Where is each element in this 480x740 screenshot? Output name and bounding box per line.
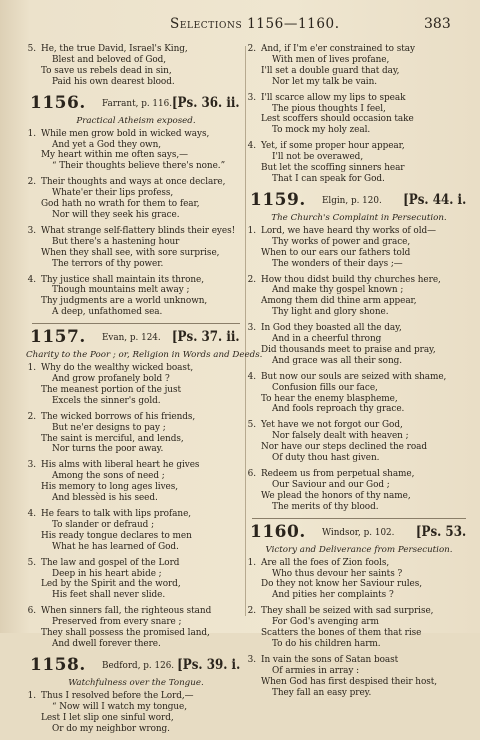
verse-line: When God has first despised their host, xyxy=(261,676,438,687)
verse-line: Or do my neighbor wrong. xyxy=(52,723,170,734)
verse-line: And, if I'm e'er constrained to stay xyxy=(261,44,415,54)
verse-line: Thus I resolved before the Lord,— xyxy=(41,690,194,701)
verse-line: Confusion fills our face, xyxy=(272,382,378,393)
verse-number: 3. xyxy=(247,92,256,103)
verse xyxy=(26,558,246,602)
verse-number: 1. xyxy=(247,557,256,568)
verse-line: Thy works of power and grace, xyxy=(272,236,411,247)
verse-line: Scatters the bones of them that rise xyxy=(261,628,422,639)
verse-line: Nor will they seek his grace. xyxy=(52,209,180,220)
verse-line: Of duty thou hast given. xyxy=(272,453,380,464)
verse-line: What he has learned of God. xyxy=(52,541,179,552)
verse-line: We plead the honors of thy name, xyxy=(261,490,411,501)
hymn-1156 xyxy=(26,93,246,319)
hymn-number: 1157. xyxy=(30,327,86,348)
hymn-separator xyxy=(252,518,466,519)
verse-line: A deep, unfathomed sea. xyxy=(52,307,163,318)
verse-line: To mock my holy zeal. xyxy=(272,125,371,136)
verse xyxy=(246,372,472,416)
verse-number: 4. xyxy=(27,509,36,519)
verse-line: Lest I let slip one sinful word, xyxy=(41,712,174,723)
verse-line: Excels the sinner's gold. xyxy=(52,395,161,406)
verse-number: 3. xyxy=(247,654,256,665)
verse-line: And grow profanely bold ? xyxy=(52,374,170,385)
page-number: 383 xyxy=(424,16,451,32)
verse-line: When to our ears our fathers told xyxy=(261,247,411,258)
verse-line: He, the true David, Israel's King, xyxy=(41,44,188,54)
verse xyxy=(26,129,246,173)
verse-line: I'll scarce allow my lips to speak xyxy=(261,92,406,103)
verse xyxy=(26,606,246,650)
verse xyxy=(26,226,246,270)
verse xyxy=(26,460,246,504)
verse-line: Thy light and glory shone. xyxy=(272,307,389,318)
verse-line: They shall possess the promised land, xyxy=(41,628,210,639)
verse-line: And in a cheerful throng xyxy=(272,334,382,345)
verse-line: Among the sons of need ; xyxy=(52,471,165,482)
hymn-1160 xyxy=(246,522,472,699)
verse-line: They fall an easy prey. xyxy=(272,687,372,698)
verse-line: The pious thoughts I feel, xyxy=(272,103,386,114)
verse-line: And grace was all their song. xyxy=(272,355,403,366)
tune-reference: Bedford, p. 126. xyxy=(102,660,175,671)
verse-line: They shall be seized with sad surprise, xyxy=(261,606,434,617)
verse xyxy=(246,606,472,650)
hymn-heading xyxy=(246,522,472,544)
verse-line: Blest and beloved of God, xyxy=(52,54,167,65)
verse-line: And blessèd is his seed. xyxy=(52,493,158,504)
verse-number: 3. xyxy=(27,225,36,236)
verse-line: With men of lives profane, xyxy=(272,54,390,65)
verse-line: Nor turns the poor away. xyxy=(52,444,164,455)
hymn-separator xyxy=(32,323,240,324)
verse-line: Whate'er their lips profess, xyxy=(52,188,174,199)
verse-line: Yet, if some proper hour appear, xyxy=(261,141,405,152)
hymn-subtitle: Victory and Deliverance from Persecution. xyxy=(265,544,453,555)
hymn-heading xyxy=(26,655,246,677)
verse xyxy=(246,93,472,137)
verse-line: His ready tongue declares to men xyxy=(41,530,192,541)
verse xyxy=(26,412,246,456)
verse-line: But now our souls are seized with shame, xyxy=(261,371,447,382)
verse xyxy=(26,363,246,407)
verse-line: The terrors of thy power. xyxy=(52,258,164,269)
verse-number: 4. xyxy=(27,274,36,285)
verse-line: Lord, we have heard thy works of old— xyxy=(261,225,436,236)
tune-reference: Elgin, p. 120. xyxy=(322,195,382,206)
verse-line: Lest scoffers should occasion take xyxy=(261,114,414,125)
hymn-number: 1160. xyxy=(250,521,306,542)
verse-number: 6. xyxy=(247,469,256,479)
verse-line: His alms with liberal heart he gives xyxy=(41,460,200,471)
verse-line: And pities her complaints ? xyxy=(272,590,394,601)
verse xyxy=(246,275,472,319)
verse-line: What strange self-flattery blinds their eyes! xyxy=(41,225,236,236)
verse-number: 1. xyxy=(27,363,36,374)
right-column xyxy=(246,44,472,704)
verse xyxy=(246,226,472,270)
verse-line: While men grow bold in wicked ways, xyxy=(41,128,210,139)
verse-line: To save us rebels dead in sin, xyxy=(41,65,172,76)
verse-line: Who thus devour her saints ? xyxy=(272,568,403,579)
verse-number: 2. xyxy=(247,274,256,285)
verse-number: 2. xyxy=(27,177,36,188)
verse-line: In vain the sons of Satan boast xyxy=(261,654,399,665)
hymn-number: 1158. xyxy=(30,654,86,675)
verse-line: That I can speak for God. xyxy=(272,173,385,184)
header-title: Selections 1156—1160. xyxy=(170,16,340,32)
verse-line: To hear the enemy blaspheme, xyxy=(261,393,398,404)
verse xyxy=(26,691,246,735)
verse xyxy=(246,420,472,464)
hymn-1158-continued xyxy=(246,44,472,185)
verse-number: 4. xyxy=(247,371,256,382)
verse-line: He fears to talk with lips profane, xyxy=(41,509,192,519)
verse-number: 3. xyxy=(27,460,36,471)
verse-line: But ne'er designs to pay ; xyxy=(52,422,166,433)
verse xyxy=(246,44,472,88)
verse-number: 1. xyxy=(27,690,36,701)
verse-number: 1. xyxy=(27,128,36,139)
verse-line: Yet have we not forgot our God, xyxy=(261,420,403,431)
psalm-reference: [Ps. 53. xyxy=(415,523,466,540)
hymn-1159 xyxy=(246,190,472,513)
verse-line: And dwell forever there. xyxy=(52,638,161,649)
verse-line: For God's avenging arm xyxy=(272,617,379,628)
verse-line: But let the scoffing sinners hear xyxy=(261,163,405,174)
verse-line: Their thoughts and ways at once declare, xyxy=(41,177,226,188)
hymn-heading xyxy=(246,190,472,212)
verse-line: Redeem us from perpetual shame, xyxy=(261,469,415,479)
verse-line: The merits of thy blood. xyxy=(272,501,379,512)
verse-number: 3. xyxy=(247,323,256,334)
verse xyxy=(26,275,246,319)
verse-line: The saint is merciful, and lends, xyxy=(41,433,184,444)
verse-number: 2. xyxy=(247,606,256,617)
hymn-number: 1156. xyxy=(30,92,86,113)
tune-reference: Farrant, p. 116. xyxy=(102,98,173,109)
verse-number: 5. xyxy=(27,44,36,54)
verse-number: 5. xyxy=(247,420,256,431)
verse-line: Paid his own dearest blood. xyxy=(52,76,175,87)
verse-line: Thy judgments are a world unknown, xyxy=(41,296,208,307)
hymn-heading xyxy=(26,93,246,115)
verse-line: The wicked borrows of his friends, xyxy=(41,411,196,422)
hymn-1158 xyxy=(26,655,246,735)
verse-line: Among them did thine arm appear, xyxy=(261,296,417,307)
verse-line: The wonders of their days ;— xyxy=(272,258,403,269)
left-column xyxy=(26,44,263,740)
verse-line: Why do the wealthy wicked boast, xyxy=(41,363,194,374)
verse-line: Nor have our steps declined the road xyxy=(261,442,427,453)
verse xyxy=(246,655,472,699)
verse xyxy=(246,558,472,602)
verse-line: Nor falsely dealt with heaven ; xyxy=(272,431,409,442)
verse-number: 4. xyxy=(247,141,256,152)
hymn-heading xyxy=(26,327,246,349)
verse-line: To do his children harm. xyxy=(272,638,381,649)
hymn-1157 xyxy=(26,327,263,650)
verse-line: Did thousands meet to praise and pray, xyxy=(261,344,436,355)
verse-line: Preserved from every snare ; xyxy=(52,617,182,628)
verse-line: His feet shall never slide. xyxy=(52,590,166,601)
verse-line: “ Now will I watch my tongue, xyxy=(52,701,188,712)
verse-line: The law and gospel of the Lord xyxy=(41,557,180,568)
verse-line: Thy justice shall maintain its throne, xyxy=(41,274,205,285)
verse-line: My heart within me often says,— xyxy=(41,150,188,161)
verse-line: In God they boasted all the day, xyxy=(261,323,402,334)
tune-reference: Evan, p. 124. xyxy=(102,333,161,344)
verse-line: Are all the foes of Zion fools, xyxy=(261,557,390,568)
verse xyxy=(26,177,246,221)
verse-line: And fools reproach thy grace. xyxy=(272,404,405,415)
verse-line: The meanest portion of the just xyxy=(41,384,181,395)
verse-line: His memory to long ages lives, xyxy=(41,482,179,493)
verse-number: 5. xyxy=(27,557,36,568)
verse-number: 6. xyxy=(27,606,36,617)
verse-line: God hath no wrath for them to fear, xyxy=(41,199,200,210)
running-header xyxy=(0,12,480,34)
verse-line: Nor let my talk be vain. xyxy=(272,76,378,87)
psalm-reference: [Ps. 39. i. xyxy=(176,656,240,673)
verse-line: To slander or defraud ; xyxy=(52,519,155,530)
verse-line: Do they not know her Saviour rules, xyxy=(261,579,423,590)
hymn-subtitle: Practical Atheism exposed. xyxy=(76,115,196,126)
verse-line: Of armies in array : xyxy=(272,665,360,676)
verse-line: How thou didst build thy churches here, xyxy=(261,274,441,285)
hymn-number: 1159. xyxy=(250,189,306,210)
verse xyxy=(26,509,246,553)
verse xyxy=(246,141,472,185)
verse-number: 2. xyxy=(247,44,256,54)
verse-number: 1. xyxy=(247,225,256,236)
verse-line: Though mountains melt away ; xyxy=(52,285,190,296)
verse xyxy=(246,469,472,513)
tune-reference: Windsor, p. 102. xyxy=(322,527,395,538)
verse-line: And yet a God they own, xyxy=(52,139,162,150)
verse-line: When sinners fall, the righteous stand xyxy=(41,606,212,617)
verse-number: 2. xyxy=(27,411,36,422)
hymn-subtitle: The Church's Complaint in Persecution. xyxy=(271,212,447,223)
verse-line: I'll set a double guard that day, xyxy=(261,65,400,76)
verse-line: Deep in his heart abide ; xyxy=(52,568,162,579)
psalm-reference: [Ps. 44. i. xyxy=(402,191,466,208)
psalm-reference: [Ps. 36. ii. xyxy=(172,94,240,111)
verse-line: When they shall see, with sore surprise, xyxy=(41,247,220,258)
verse xyxy=(26,44,246,88)
verse-line: “ Their thoughts believe there's none.” xyxy=(52,161,226,172)
verse xyxy=(246,323,472,367)
hymn-subtitle: Watchfulness over the Tongue. xyxy=(68,677,204,688)
verse-line: And make thy gospel known ; xyxy=(272,285,404,296)
psalm-reference: [Ps. 37. ii. xyxy=(172,329,240,346)
verse-line: But there's a hastening hour xyxy=(52,236,180,247)
verse-line: I'll not be overawed, xyxy=(272,152,364,163)
verse-line: Our Saviour and our God ; xyxy=(272,479,390,490)
verse-line: Led by the Spirit and the word, xyxy=(41,579,181,590)
hymn-subtitle: Charity to the Poor ; or, Religion in Words and Deeds. xyxy=(26,350,263,361)
